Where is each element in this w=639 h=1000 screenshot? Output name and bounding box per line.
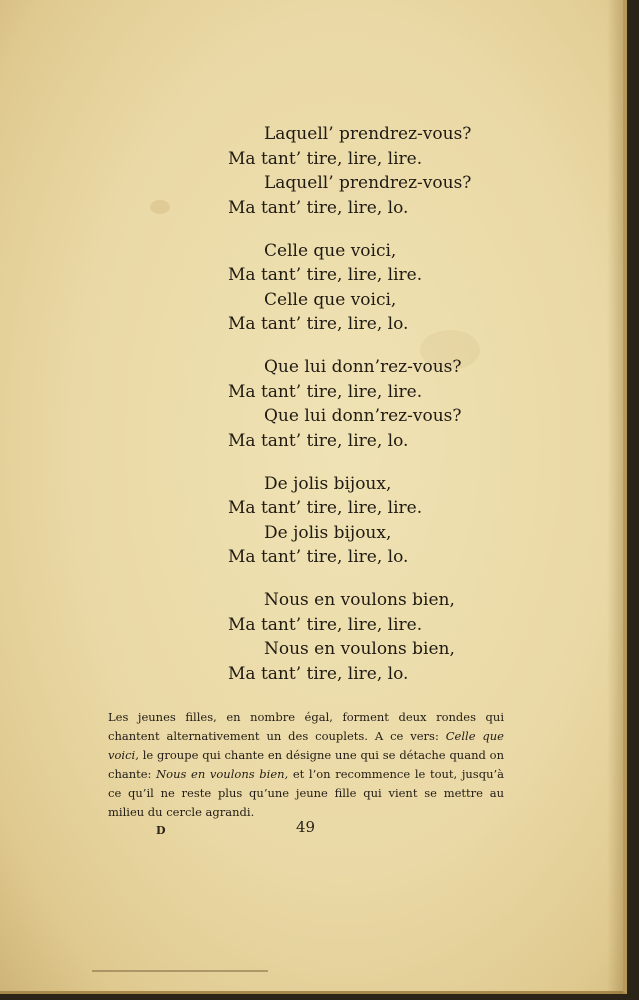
note-italic-1: Celle que voici,	[108, 729, 504, 762]
verse-line: Ma tant’ tire, lire, lo.	[228, 663, 409, 684]
note-text-2: le groupe qui chante en désigne une qui se détache quand on chante:	[108, 748, 504, 781]
verse-line: Nous en voulons bien,	[264, 639, 455, 659]
verse-line: Laquell’ prendrez-vous?	[264, 124, 472, 144]
verse-line: Ma tant’ tire, lire, lire.	[228, 265, 423, 285]
signature-mark: D	[156, 824, 166, 837]
verse-line: Laquell’ prendrez-vous?	[264, 173, 472, 193]
verse-line: Ma tant’ tire, lire, lire.	[228, 498, 423, 518]
paper-stain	[150, 200, 170, 214]
verse-line: Nous en voulons bien,	[264, 590, 455, 610]
verse-line: Celle que voici,	[264, 289, 397, 310]
note-italic-2: Nous en voulons bien,	[156, 767, 289, 781]
verse-line: Ma tant’ tire, lire, lo.	[228, 430, 409, 451]
performance-note	[108, 708, 504, 822]
verse-line: Ma tant’ tire, lire, lo.	[228, 314, 409, 334]
page-edge-shadow	[607, 0, 623, 994]
note-text-3: et l’on recommence le tout, jusqu’à ce qu’il ne reste plus qu’une jeune fille qui vient se mettre au milieu du cercle agrandi.	[108, 767, 504, 819]
verse-line: Ma tant’ tire, lire, lire.	[228, 148, 423, 169]
page-number: 49	[296, 818, 316, 836]
verse-line: Ma tant’ tire, lire, lire.	[228, 381, 423, 402]
verse-line: Celle que voici,	[264, 240, 397, 261]
verse-line: Ma tant’ tire, lire, lire.	[228, 614, 423, 635]
verse-line: Ma tant’ tire, lire, lo.	[228, 547, 409, 567]
verse-line: De jolis bijoux,	[264, 522, 392, 543]
verse-line: De jolis bijoux,	[264, 473, 392, 494]
verse-line: Que lui donn’rez-vous?	[264, 357, 462, 377]
verse-line: Que lui donn’rez-vous?	[264, 406, 462, 426]
bottom-rule	[92, 970, 268, 972]
note-text-1: Les jeunes filles, en nombre égal, forment deux rondes qui chantent alternativement un des couplets. A ce vers:	[108, 710, 504, 743]
verse-line: Ma tant’ tire, lire, lo.	[228, 197, 409, 218]
